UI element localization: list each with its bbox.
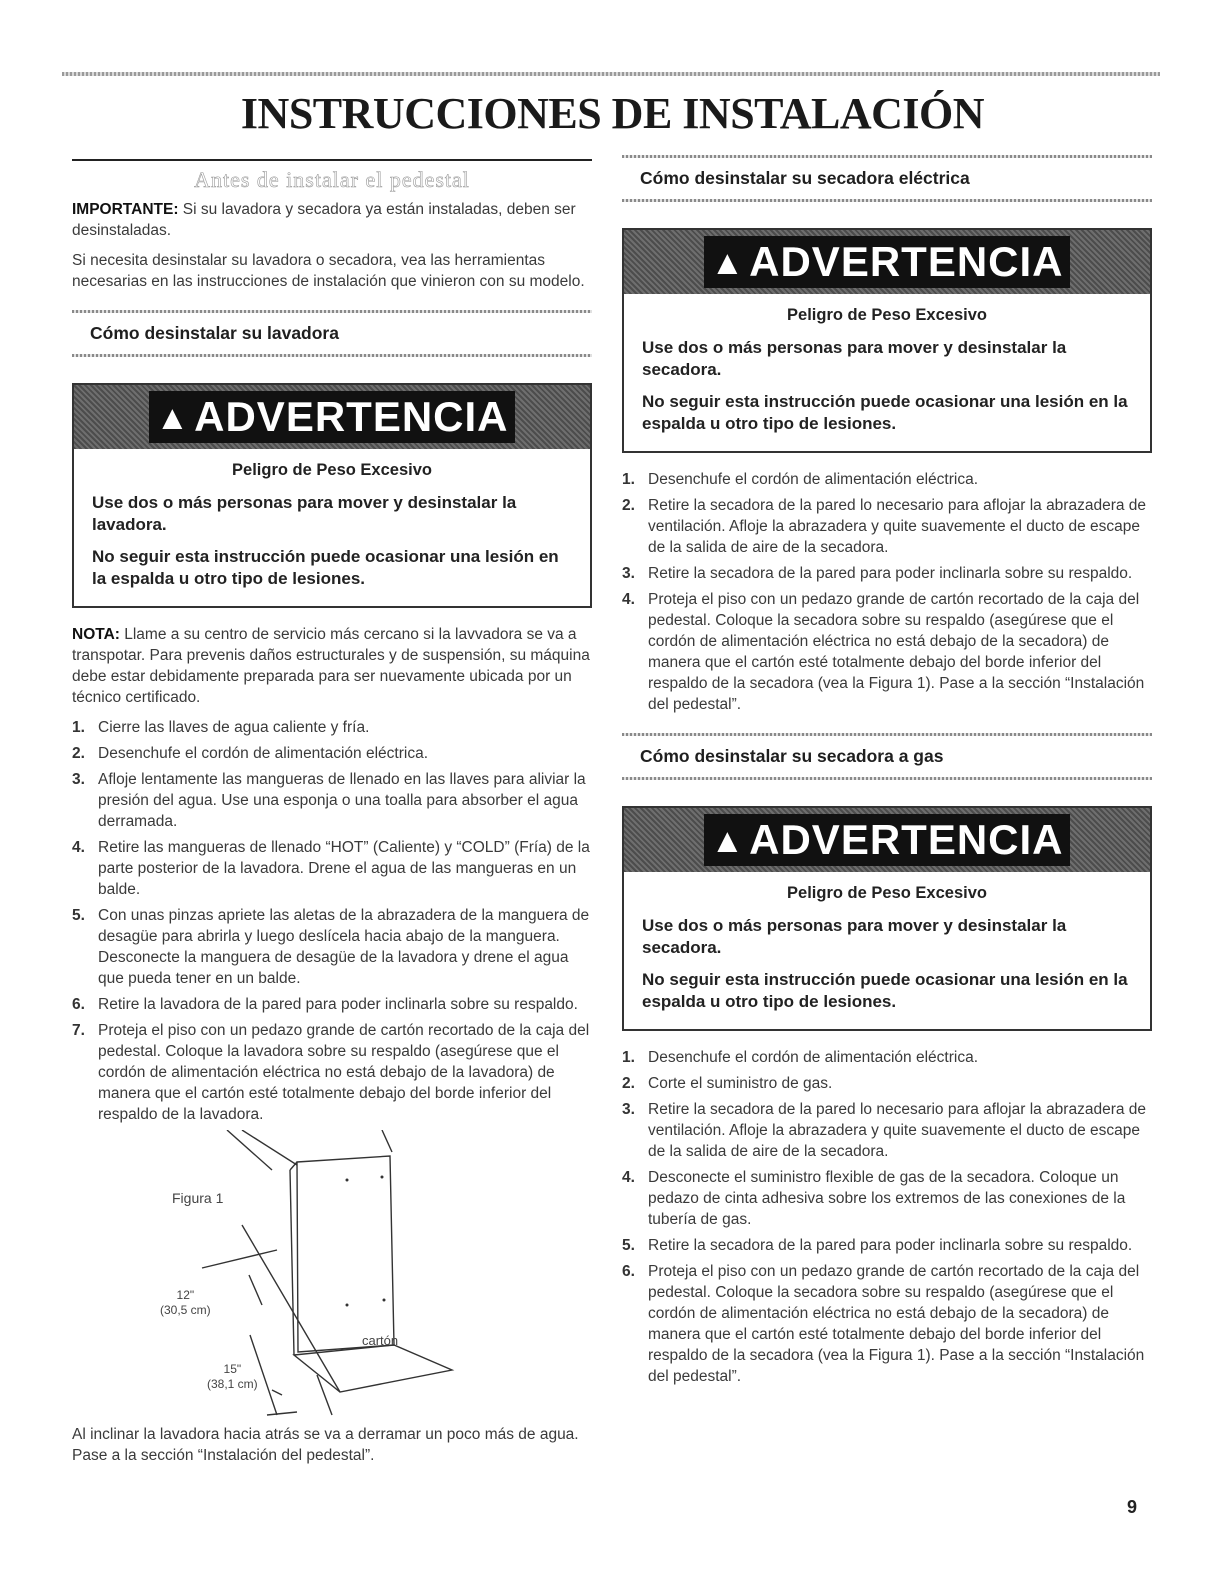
dimension-15-in: 15" (38,1 cm)	[207, 1362, 258, 1391]
list-item: 3. Retire la secadora de la pared lo necesario para aflojar la abrazadera de ventilación. Afloje la abrazadera y quite suavemente el ducto de escape de la salida de aire de la secadora.	[622, 1101, 1147, 1160]
list-item: 1. Cierre las llaves de agua caliente y fría.	[72, 719, 370, 736]
warning-triangle-icon: ▲	[710, 244, 746, 282]
list-item: 5. Con unas pinzas apriete las aletas de la abrazadera de la manguera de desagüe para abrirla y luego deslícela hacia abajo de la manguera. Desconecte la manguera de desagüe de la lavadora y drene el agua que pueda tener en un balde.	[72, 907, 590, 987]
warning-banner-text: ADVERTENCIA	[749, 238, 1064, 285]
warning-banner	[74, 385, 590, 449]
electric-dryer-sub-heading: Cómo desinstalar su secadora eléctrica	[640, 168, 970, 188]
figure-1-drawing	[72, 1130, 592, 1420]
note-text: Llame a su centro de servicio más cercano si la lavvadora se va a transpotar. Para prevenis daños estructurales y de suspensión, su máquina debe estar debidamente preparada para ser nuevamente ubicada por un técnico certificado.	[72, 626, 590, 706]
list-item: 1. Desenchufe el cordón de alimentación eléctrica.	[622, 1049, 978, 1066]
warning-banner-text: ADVERTENCIA	[194, 393, 509, 440]
note-label: NOTA:	[72, 626, 120, 643]
warning-line-1: Use dos o más personas para mover y desinstalar la secadora.	[642, 338, 1067, 379]
important-text: Si su lavadora y secadora ya están instaladas, deben ser desinstaladas.	[72, 201, 576, 239]
list-item: 4. Desconecte el suministro flexible de gas de la secadora. Coloque un pedazo de cinta adhesiva sobre los extremos de las conexiones de la tubería de gas.	[622, 1169, 1126, 1228]
list-item: 5. Retire la secadora de la pared para poder inclinarla sobre su respaldo.	[622, 1237, 1133, 1254]
top-dotted-rule	[62, 72, 1160, 76]
warning-heading: Peligro de Peso Excesivo	[787, 306, 987, 324]
sub-heading-rule-bottom	[72, 354, 592, 357]
section-title: Antes de instalar el pedestal	[194, 167, 470, 192]
sub-heading-rule-bottom	[622, 199, 1152, 202]
list-item: 3. Afloje lentamente las mangueras de llenado en las llaves para aliviar la presión del agua. Use una esponja o una toalla para absorber el agua derramada.	[72, 771, 586, 830]
warning-triangle-icon: ▲	[710, 822, 746, 860]
electric-dryer-steps	[622, 469, 1152, 715]
note-paragraph	[72, 624, 592, 708]
figure-1	[72, 1130, 592, 1420]
warning-line-2: No seguir esta instrucción puede ocasionar una lesión en la espalda u otro tipo de lesiones.	[642, 392, 1128, 433]
page-number: 9	[1126, 1497, 1137, 1517]
warning-banner	[624, 808, 1150, 872]
intro-paragraph: Si necesita desinstalar su lavadora o secadora, vea las herramientas necesarias en las instrucciones de instalación que vinieron con su modelo.	[72, 252, 585, 290]
washer-sub-heading: Cómo desinstalar su lavadora	[90, 323, 339, 343]
warning-heading: Peligro de Peso Excesivo	[232, 461, 432, 479]
section-rule	[72, 159, 592, 161]
washer-steps	[72, 717, 592, 1125]
dimension-12-in: 12" (30,5 cm)	[160, 1288, 211, 1317]
washer-warning-box	[72, 383, 592, 608]
list-item: 7. Proteja el piso con un pedazo grande de cartón recortado de la caja del pedestal. Coloque la lavadora sobre su respaldo (asegúrese que el cordón de alimentación eléctrica no está debajo de la lavadora) de manera que el cartón esté totalmente debajo del borde inferior del respaldo de la lavadora.	[72, 1022, 590, 1123]
left-column	[72, 155, 592, 1475]
warning-line-2: No seguir esta instrucción puede ocasionar una lesión en la espalda u otro tipo de lesiones.	[92, 547, 559, 588]
list-item: 6. Proteja el piso con un pedazo grande de cartón recortado de la caja del pedestal. Coloque la secadora sobre su respaldo (asegúrese que el cordón de alimentación eléctrica no está debajo de la secadora) de manera que el cartón esté totalmente debajo del borde inferior del respaldo de la secadora (vea la Figura 1). Pase a la sección “Instalación del pedestal”.	[622, 1263, 1145, 1385]
list-item: 2. Corte el suministro de gas.	[622, 1075, 833, 1092]
list-item: 2. Desenchufe el cordón de alimentación eléctrica.	[72, 745, 428, 762]
right-column	[622, 155, 1152, 1392]
warning-line-1: Use dos o más personas para mover y desinstalar la lavadora.	[92, 493, 517, 534]
important-paragraph	[72, 199, 592, 241]
list-item: 2. Retire la secadora de la pared lo necesario para aflojar la abrazadera de ventilación. Afloje la abrazadera y quite suavemente el ducto de escape de la salida de aire de la secadora.	[622, 497, 1147, 556]
gas-dryer-warning-box	[622, 806, 1152, 1031]
warning-line-2: No seguir esta instrucción puede ocasionar una lesión en la espalda u otro tipo de lesiones.	[642, 970, 1128, 1011]
gas-dryer-sub-heading: Cómo desinstalar su secadora a gas	[640, 746, 944, 766]
important-label: IMPORTANTE:	[72, 201, 179, 218]
list-item: 1. Desenchufe el cordón de alimentación eléctrica.	[622, 471, 978, 488]
list-item: 6. Retire la lavadora de la pared para poder inclinarla sobre su respaldo.	[72, 996, 578, 1013]
list-item: 4. Retire las mangueras de llenado “HOT” (Caliente) y “COLD” (Fría) de la parte posterior de la lavadora. Drene el agua de las mangueras en un balde.	[72, 839, 590, 898]
electric-dryer-warning-box	[622, 228, 1152, 453]
warning-banner	[624, 230, 1150, 294]
carton-label: cartón	[362, 1333, 399, 1348]
warning-line-1: Use dos o más personas para mover y desinstalar la secadora.	[642, 916, 1067, 957]
figure-label: Figura 1	[172, 1190, 224, 1206]
gas-dryer-steps	[622, 1047, 1152, 1387]
warning-triangle-icon: ▲	[155, 399, 191, 437]
closing-paragraph: Al inclinar la lavadora hacia atrás se va a derramar un poco más de agua. Pase a la sección “Instalación del pedestal”.	[72, 1426, 579, 1464]
warning-heading: Peligro de Peso Excesivo	[787, 884, 987, 902]
list-item: 3. Retire la secadora de la pared para poder inclinarla sobre su respaldo.	[622, 565, 1133, 582]
warning-banner-text: ADVERTENCIA	[749, 816, 1064, 863]
page-title: INSTRUCCIONES DE INSTALACIÓN	[240, 89, 985, 138]
sub-heading-rule-bottom	[622, 777, 1152, 780]
list-item: 4. Proteja el piso con un pedazo grande de cartón recortado de la caja del pedestal. Coloque la secadora sobre su respaldo (asegúrese que el cordón de alimentación eléctrica no está debajo de la secadora) de manera que el cartón esté totalmente debajo del borde inferior del respaldo de la secadora (vea la Figura 1). Pase a la sección “Instalación del pedestal”.	[622, 591, 1145, 713]
